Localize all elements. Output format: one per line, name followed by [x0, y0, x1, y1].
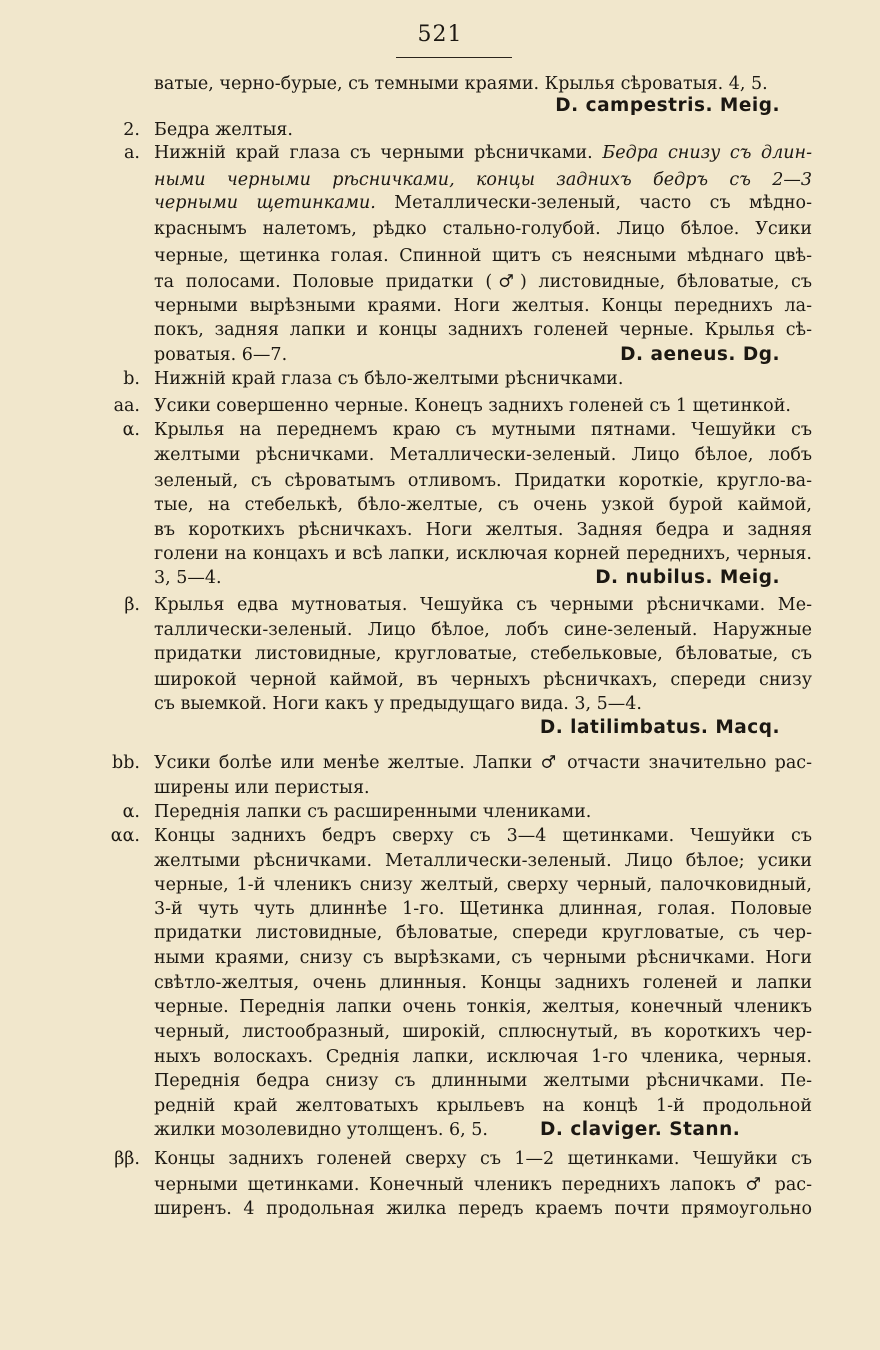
line-text: 3, 5—4.	[154, 568, 222, 588]
line-text: Крылья едва мутноватыя. Чешуйка съ черными рѣсничками. Ме-	[154, 595, 812, 615]
line-text: свѣтло-желтыя, очень длинныя. Концы заднихъ голеней и лапки	[154, 973, 812, 993]
species-name: D. aeneus. Dg.	[620, 344, 780, 365]
line-content	[154, 776, 812, 800]
text-line	[0, 518, 880, 542]
line-text: жилки мозолевидно утолщенъ. 6, 5.	[154, 1120, 488, 1140]
item-marker: α.	[122, 420, 140, 440]
line-text: Усики болѣе или менѣе желтые. Лапки ♂ отчасти значительно рас-	[154, 753, 812, 773]
line-content	[154, 318, 812, 342]
text-line	[0, 873, 880, 897]
text-line	[0, 72, 880, 96]
species-name: D. latilimbatus. Macq.	[539, 717, 780, 738]
text-line	[0, 443, 880, 467]
text-line	[0, 751, 880, 775]
line-content	[154, 1069, 812, 1093]
line-text: ватые, черно-бурые, съ темными краями. Крылья сѣроватыя. 4, 5.	[154, 74, 768, 94]
line-text: редній край желтоватыхъ крыльевъ на концѣ 1-й продольной	[154, 1096, 812, 1116]
text-line	[0, 418, 880, 442]
line-content	[154, 971, 812, 995]
line-content	[154, 921, 812, 945]
text-line	[0, 668, 880, 692]
line-text: краснымъ налетомъ, рѣдко стально-голубой. Лицо бѣлое. Усики	[154, 219, 812, 239]
line-content	[154, 1094, 812, 1118]
line-content	[154, 141, 812, 165]
line-content	[154, 270, 812, 294]
text-line	[0, 469, 880, 493]
text-line	[0, 1069, 880, 1093]
species-name: D. claviger. Stann.	[540, 1119, 741, 1140]
line-text: 3-й чуть чуть длиннѣе 1-го. Щетинка длинная, голая. Половые	[154, 899, 812, 919]
text-line	[0, 493, 880, 517]
text-line	[0, 94, 880, 118]
line-content	[154, 873, 812, 897]
line-text: желтыми рѣсничками. Металлически-зеленый. Лицо бѣлое, лобъ	[154, 445, 812, 465]
line-content	[154, 217, 812, 241]
text-line	[0, 897, 880, 921]
line-content	[154, 1173, 812, 1197]
line-text: широкой черной каймой, въ черныхъ рѣсничкахъ, спереди снизу	[154, 670, 812, 690]
line-text: ширены или перистыя.	[154, 778, 370, 798]
line-content	[154, 849, 812, 873]
line-text: покъ, задняя лапки и концы заднихъ голеней черные. Крылья сѣ-	[154, 320, 812, 340]
line-content	[154, 824, 812, 848]
line-text: черными щетинками. Конечный членикъ переднихъ лапокъ ♂ рас-	[154, 1175, 812, 1195]
line-content	[154, 542, 812, 566]
text-line	[0, 191, 880, 215]
line-text: черный, листообразный, широкій, сплюснутый, въ короткихъ чер-	[154, 1022, 812, 1042]
text-line	[0, 141, 880, 165]
line-content	[154, 1045, 812, 1069]
text-line	[0, 849, 880, 873]
text-line	[0, 1045, 880, 1069]
line-text: черные. Переднія лапки очень тонкія, желтыя, конечный членикъ	[154, 997, 812, 1017]
line-text: ширенъ. 4 продольная жилка передъ краемъ почти прямоугольно	[154, 1199, 812, 1219]
line-text: Переднія лапки съ расширенными члениками.	[154, 802, 592, 822]
line-content	[154, 294, 812, 318]
item-marker: ββ.	[114, 1149, 140, 1169]
species-name: D. campestris. Meig.	[555, 95, 780, 116]
item-marker: α.	[122, 802, 140, 822]
line-content	[154, 443, 812, 467]
text-line	[0, 1173, 880, 1197]
line-content	[154, 642, 812, 666]
text-line	[0, 921, 880, 945]
line-content	[154, 751, 812, 775]
italic-text: Бедра снизу съ длин-	[602, 143, 812, 163]
line-text: черные, щетинка голая. Спинной щитъ съ неясными мѣднаго цвѣ-	[154, 246, 812, 266]
line-text: въ короткихъ рѣсничкахъ. Ноги желтыя. Задняя бедра и задняя	[154, 520, 812, 540]
text-line	[0, 971, 880, 995]
line-content	[154, 800, 812, 824]
line-text: ными краями, снизу съ вырѣзками, съ черными рѣсничками. Ноги	[154, 948, 812, 968]
italic-text: черными щетинками.	[154, 193, 376, 213]
text-line	[0, 1118, 880, 1142]
text-line	[0, 270, 880, 294]
text-line	[0, 542, 880, 566]
text-line	[0, 118, 880, 142]
item-marker: aa.	[113, 396, 140, 416]
text-line	[0, 995, 880, 1019]
text-line	[0, 566, 880, 590]
line-text: зеленый, съ сѣроватымъ отливомъ. Придатки короткіе, кругло-ва-	[154, 471, 812, 491]
line-content	[154, 168, 812, 192]
item-marker: αα.	[110, 826, 140, 846]
text-line	[0, 294, 880, 318]
line-text: Переднія бедра снизу съ длинными желтыми рѣсничками. Пе-	[154, 1071, 812, 1091]
line-text: Бедра желтыя.	[154, 120, 293, 140]
text-line	[0, 217, 880, 241]
text-line	[0, 716, 880, 740]
line-text: черные, 1-й членикъ снизу желтый, сверху черный, палочковидный,	[154, 875, 812, 895]
line-content	[154, 469, 812, 493]
text-line	[0, 776, 880, 800]
line-text: ныхъ волоскахъ. Среднія лапки, исключая 1-го членика, черныя.	[154, 1047, 812, 1067]
line-text: Усики совершенно черные. Конецъ заднихъ голеней съ 1 щетинкой.	[154, 396, 791, 416]
text-line	[0, 244, 880, 268]
text-line	[0, 946, 880, 970]
line-content	[154, 118, 812, 142]
line-text: Металлически-зеленый, часто съ мѣдно-	[375, 193, 812, 213]
line-text: голени на концахъ и всѣ лапки, исключая корней переднихъ, черныя.	[154, 544, 812, 564]
line-text: Крылья на переднемъ краю съ мутными пятнами. Чешуйки съ	[154, 420, 812, 440]
line-content	[154, 244, 812, 268]
line-content	[154, 518, 812, 542]
line-text: Нижній край глаза съ бѣло-желтыми рѣсничками.	[154, 369, 624, 389]
item-marker: 2.	[123, 120, 140, 140]
line-text: съ выемкой. Ноги какъ у предыдущаго вида. 3, 5—4.	[154, 694, 642, 714]
text-line	[0, 168, 880, 192]
text-line	[0, 692, 880, 716]
line-content	[154, 1147, 812, 1171]
line-content	[154, 367, 812, 391]
text-line	[0, 367, 880, 391]
line-text: тые, на стебелькѣ, бѣло-желтые, съ очень узкой бурой каймой,	[154, 495, 812, 515]
line-text: черными вырѣзными краями. Ноги желтыя. Концы переднихъ ла-	[154, 296, 812, 316]
text-line	[0, 618, 880, 642]
line-text: желтыми рѣсничками. Металлически-зеленый. Лицо бѣлое; усики	[154, 851, 812, 871]
line-content	[154, 668, 812, 692]
text-line	[0, 318, 880, 342]
italic-text: ными черными рѣсничками, концы заднихъ бедръ съ 2—3	[154, 170, 812, 190]
line-content	[154, 1197, 812, 1221]
line-text: Концы заднихъ бедръ сверху съ 3—4 щетинками. Чешуйки съ	[154, 826, 812, 846]
text-line	[0, 824, 880, 848]
text-line	[0, 800, 880, 824]
line-text: роватыя. 6—7.	[154, 345, 288, 365]
text-line	[0, 1197, 880, 1221]
item-marker: β.	[124, 595, 140, 615]
line-text: придатки листовидные, бѣловатые, спереди кругловатые, съ чер-	[154, 923, 812, 943]
line-content	[154, 946, 812, 970]
page-number: 521	[417, 22, 463, 47]
line-content	[154, 1020, 812, 1044]
text-line	[0, 1147, 880, 1171]
line-content	[154, 692, 812, 716]
line-content	[154, 995, 812, 1019]
text-line	[0, 593, 880, 617]
line-text: таллически-зеленый. Лицо бѣлое, лобъ сине-зеленый. Наружные	[154, 620, 812, 640]
line-text: Нижній край глаза съ черными рѣсничками.	[154, 143, 603, 163]
line-text: Концы заднихъ голеней сверху съ 1—2 щетинками. Чешуйки съ	[154, 1149, 812, 1169]
line-content	[154, 618, 812, 642]
line-text: та полосами. Половые придатки (♂) листовидные, бѣловатые, съ	[154, 272, 812, 292]
item-marker: a.	[124, 143, 140, 163]
text-line	[0, 343, 880, 367]
line-content	[154, 593, 812, 617]
line-content	[154, 72, 812, 96]
text-line	[0, 642, 880, 666]
line-text: придатки листовидные, кругловатые, стебельковые, бѣловатые, съ	[154, 644, 812, 664]
line-content	[154, 418, 812, 442]
text-line	[0, 1094, 880, 1118]
line-content	[154, 493, 812, 517]
line-content	[154, 191, 812, 215]
text-line	[0, 1020, 880, 1044]
text-line	[0, 394, 880, 418]
line-content	[154, 897, 812, 921]
line-content	[154, 394, 812, 418]
item-marker: bb.	[112, 753, 140, 773]
item-marker: b.	[123, 369, 140, 389]
species-name: D. nubilus. Meig.	[595, 567, 780, 588]
